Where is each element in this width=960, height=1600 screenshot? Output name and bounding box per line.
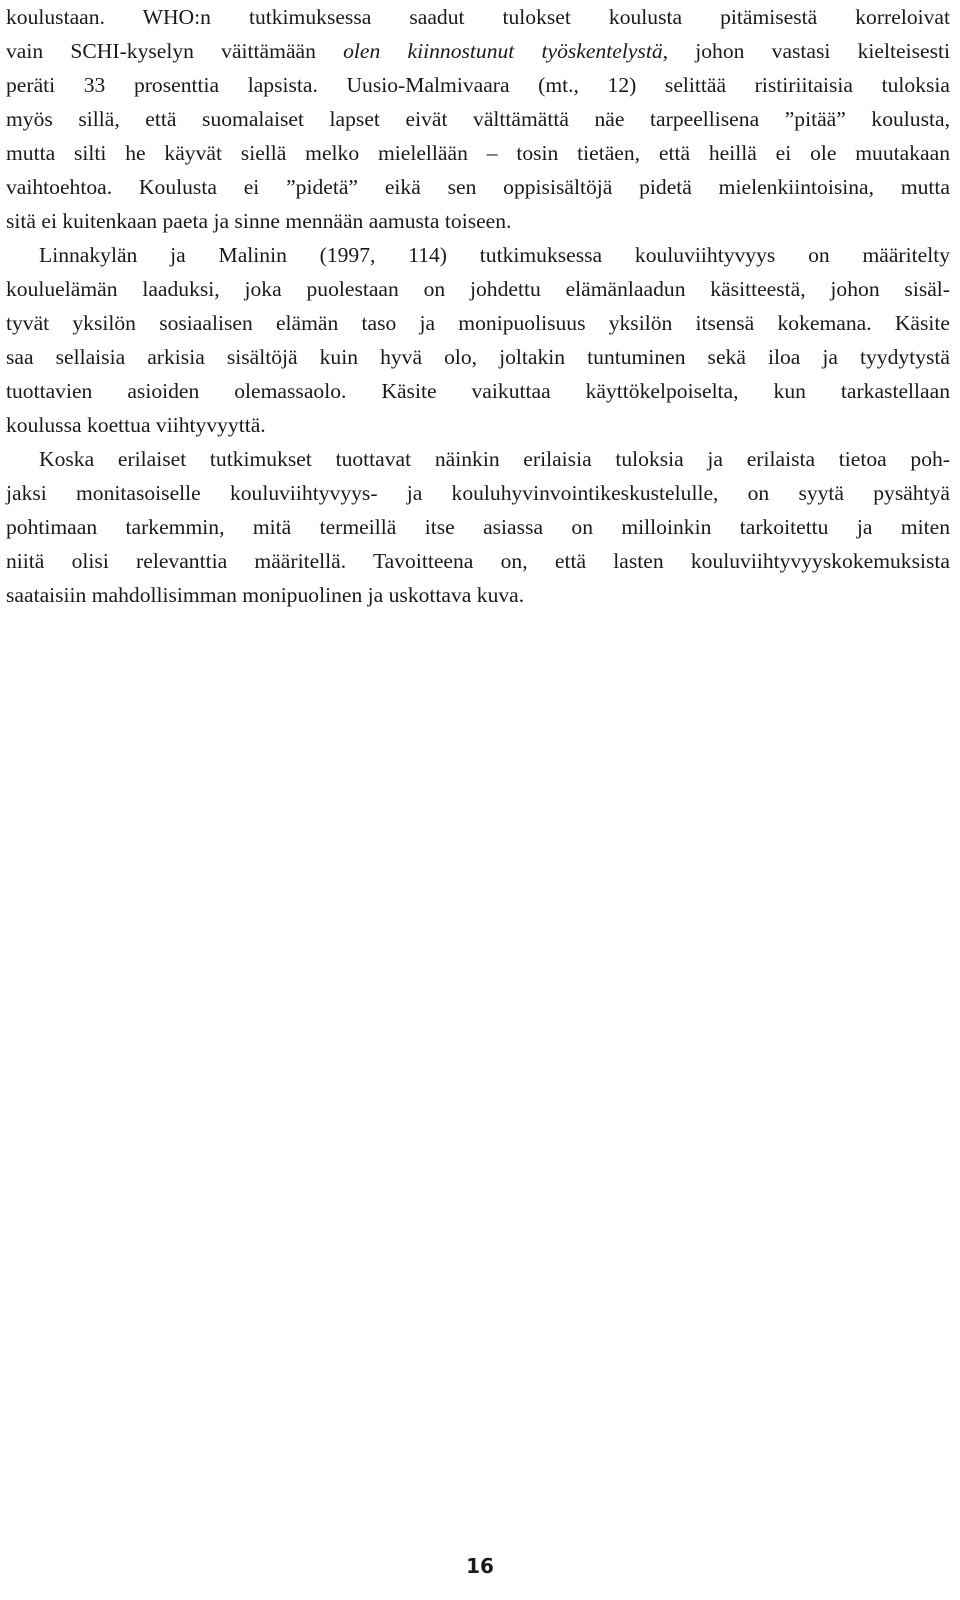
text-segment: Linnakylän ja Malinin (1997, 114) tutkimuksessa kouluviihtyvyys on määritelty (39, 243, 950, 267)
text-segment: niitä olisi relevanttia määritellä. Tavoitteena on, että lasten kouluviihtyvyyskokemuksista (6, 549, 950, 573)
text-segment: sitä ei kuitenkaan paeta ja sinne mennään aamusta toiseen. (6, 209, 512, 233)
text-line (6, 510, 950, 544)
text-line (6, 544, 950, 578)
text-line (6, 442, 950, 476)
text-segment: saataisiin mahdollisimman monipuolinen ja uskottava kuva. (6, 583, 525, 607)
text-line (6, 102, 950, 136)
text-segment: tuottavien asioiden olemassaolo. Käsite vaikuttaa käyttökelpoiselta, kun tarkastellaan (6, 379, 950, 403)
text-segment: peräti 33 prosenttia lapsista. Uusio-Malmivaara (mt., 12) selittää ristiriitaisia tuloksia (6, 73, 950, 97)
text-segment: vaihtoehtoa. Koulusta ei ”pidetä” eikä sen oppisisältöjä pidetä mielenkiintoisina, mutta (6, 175, 950, 199)
text-line (6, 306, 950, 340)
text-line (6, 408, 950, 442)
italic-quote: olen kiinnostunut työskentelystä (343, 39, 663, 63)
text-line (6, 340, 950, 374)
text-line (6, 0, 950, 34)
text-segment: koulustaan. WHO:n tutkimuksessa saadut tulokset koulusta pitämisestä korreloivat (6, 5, 950, 29)
text-segment: tyvät yksilön sosiaalisen elämän taso ja monipuolisuus yksilön itsensä kokemana. Käsite (6, 311, 950, 335)
text-segment: jaksi monitasoiselle kouluviihtyvyys- ja kouluhyvinvointikeskustelulle, on syytä pysähtyä (6, 481, 950, 505)
paragraph-2 (6, 238, 950, 442)
text-segment: vain SCHI-kyselyn väittämään (6, 39, 344, 63)
text-segment: mutta silti he käyvät siellä melko mielellään – tosin tietäen, että heillä ei ole muutakaan (6, 141, 950, 165)
text-line (6, 272, 950, 306)
text-line (6, 578, 950, 612)
paragraph-1 (6, 0, 950, 238)
text-line (6, 136, 950, 170)
document-body (6, 0, 950, 612)
text-segment: saa sellaisia arkisia sisältöjä kuin hyvä olo, joltakin tuntuminen sekä iloa ja tyydytystä (6, 345, 950, 369)
page-number: 16 (466, 1554, 494, 1578)
text-segment: myös sillä, että suomalaiset lapset eivät välttämättä näe tarpeellisena ”pitää” koulusta, (6, 107, 950, 131)
text-segment: pohtimaan tarkemmin, mitä termeillä itse asiassa on milloinkin tarkoitettu ja miten (6, 515, 950, 539)
text-line (6, 68, 950, 102)
text-segment: koulussa koettua viihtyvyyttä. (6, 413, 266, 437)
text-line (6, 34, 950, 68)
text-line (6, 204, 950, 238)
text-line (6, 170, 950, 204)
text-line (6, 476, 950, 510)
text-segment: , johon vastasi kielteisesti (662, 39, 950, 63)
text-line (6, 238, 950, 272)
text-line (6, 374, 950, 408)
text-segment: Koska erilaiset tutkimukset tuottavat näinkin erilaisia tuloksia ja erilaista tietoa poh- (39, 447, 950, 471)
text-segment: kouluelämän laaduksi, joka puolestaan on johdettu elämänlaadun käsitteestä, johon sisäl- (6, 277, 950, 301)
paragraph-3 (6, 442, 950, 612)
